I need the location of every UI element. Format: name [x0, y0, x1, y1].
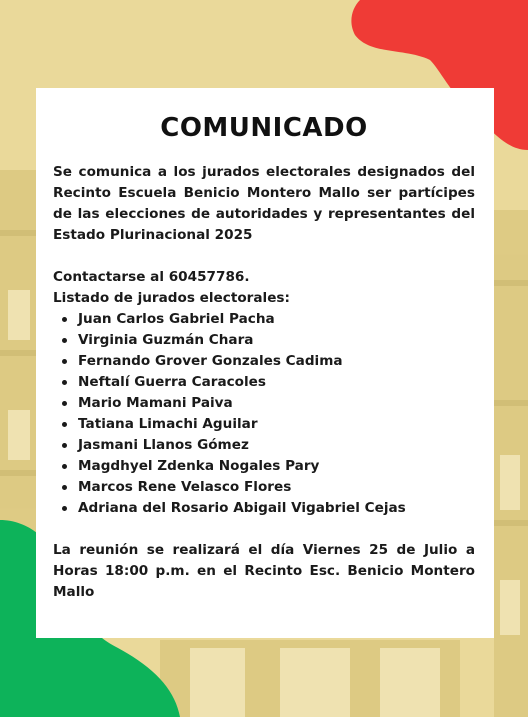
notice-intro: Se comunica a los jurados electorales designados del Recinto Escuela Benicio Montero Mallo ser partícipes de las elecciones de autoridades y representantes del Estado Plurinacional 2025 [53, 164, 475, 243]
list-item: Neftalí Guerra Caracoles [53, 372, 483, 393]
notice-title: COMUNICADO [160, 113, 368, 143]
contact-line: Contactarse al 60457786. [53, 269, 250, 285]
list-item: Fernando Grover Gonzales Cadima [53, 351, 483, 372]
list-item: Adriana del Rosario Abigail Vigabriel Cejas [53, 498, 483, 519]
list-item: Juan Carlos Gabriel Pacha [53, 309, 483, 330]
list-item: Marcos Rene Velasco Flores [53, 477, 483, 498]
meeting-details: La reunión se realizará el día Viernes 25 de Julio a Horas 18:00 p.m. en el Recinto Esc. Benicio Montero Mallo [53, 542, 475, 600]
list-item: Tatiana Limachi Aguilar [53, 414, 483, 435]
list-item: Jasmani Llanos Gómez [53, 435, 483, 456]
list-item: Virginia Guzmán Chara [53, 330, 483, 351]
list-item: Mario Mamani Paiva [53, 393, 483, 414]
jurors-list [53, 309, 483, 519]
jurors-list-title: Listado de jurados electorales: [53, 290, 290, 306]
list-item: Magdhyel Zdenka Nogales Pary [53, 456, 483, 477]
